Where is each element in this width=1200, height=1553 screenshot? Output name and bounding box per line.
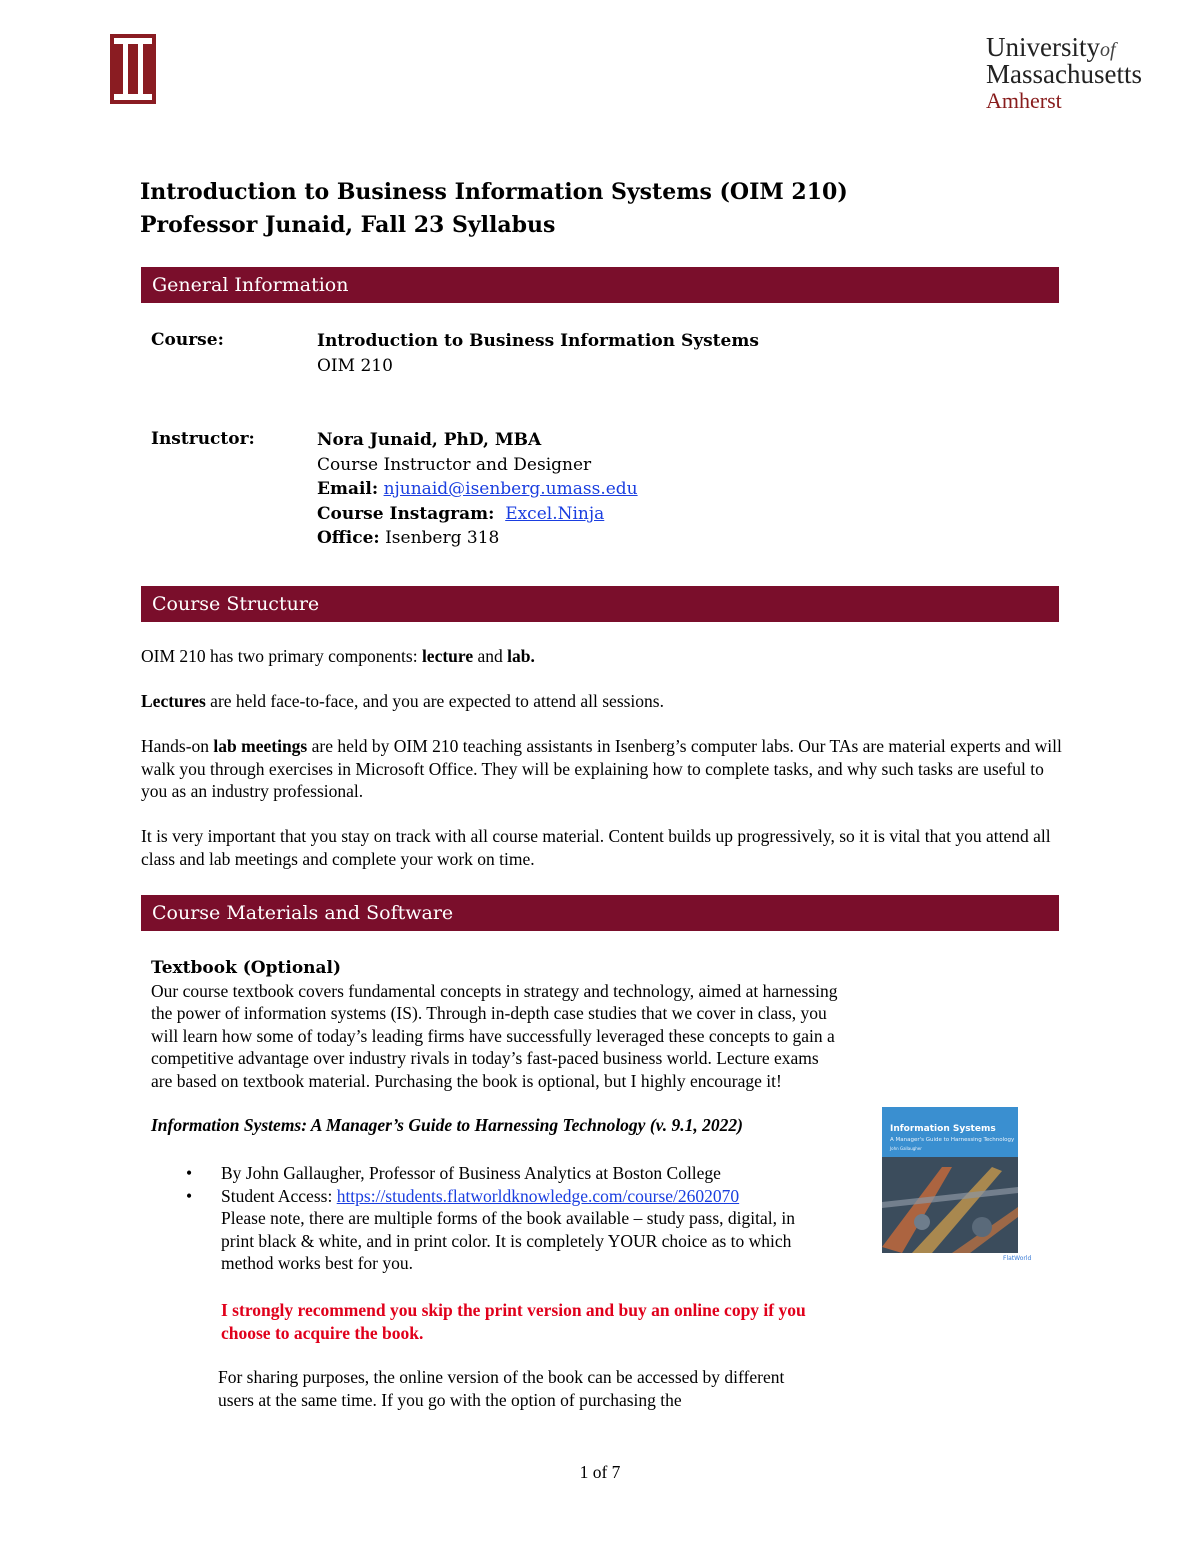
p2-text: are held face-to-face, and you are expected to attend all sessions.	[205, 691, 664, 711]
textbook-heading: Textbook (Optional)	[151, 958, 342, 978]
section-header-materials: Course Materials and Software	[141, 895, 1059, 931]
list-item	[186, 1162, 826, 1185]
p1-and: and	[473, 646, 508, 666]
wordmark-amherst: Amherst	[986, 88, 1062, 113]
access-label: Student Access:	[221, 1185, 337, 1206]
instagram-link[interactable]: Excel.Ninja	[505, 503, 605, 524]
section-header-structure: Course Structure	[141, 586, 1059, 622]
email-label: Email:	[317, 479, 379, 499]
structure-paragraph-1	[141, 645, 1066, 668]
office-label: Office:	[317, 528, 380, 548]
bullet-icon: •	[186, 1163, 193, 1183]
title-line-1: Introduction to Business Information Systems (OIM 210)	[140, 179, 848, 205]
p1-lecture: lecture	[421, 646, 474, 666]
umass-logo-icon	[110, 34, 156, 104]
instructor-role: Course Instructor and Designer	[317, 454, 592, 475]
recommendation-text: I strongly recommend you skip the print version and buy an online copy if you choose to acquire the book.	[221, 1300, 806, 1343]
title-line-2: Professor Junaid, Fall 23 Syllabus	[140, 212, 556, 238]
book-title: Information Systems: A Manager’s Guide to Harnessing Technology (v. 9.1, 2022)	[151, 1115, 743, 1135]
instagram-label: Course Instagram:	[317, 503, 495, 524]
wordmark-massachusetts: Massachusetts	[986, 59, 1142, 89]
section-header-general: General Information	[141, 267, 1059, 303]
course-label: Course:	[151, 330, 224, 350]
cover-author: John Gallaugher	[890, 1146, 922, 1151]
instructor-info	[317, 428, 638, 551]
student-access-link[interactable]: https://students.flatworldknowledge.com/course/2602070	[336, 1185, 740, 1206]
email-link[interactable]: njunaid@isenberg.umass.edu	[383, 479, 638, 499]
recommendation	[221, 1299, 841, 1344]
p2-lectures: Lectures	[141, 691, 206, 711]
course-code: OIM 210	[317, 355, 393, 376]
structure-paragraph-4: It is very important that you stay on track with all course material. Content builds up progressively, so it is vital that you attend all class and lab meetings and complete your work on time.	[141, 826, 1051, 869]
p3-text: are held by OIM 210 teaching assistants in Isenberg’s computer labs. Our TAs are material experts and will walk you through exercises in Microsoft Office. They will be explaining how to complete tasks, and why such tasks are useful to you as an industry professional.	[141, 736, 1062, 801]
p1-text: OIM 210 has two primary components:	[141, 646, 422, 666]
p3-text-pre: Hands-on	[141, 736, 214, 756]
bullet-icon: •	[186, 1185, 193, 1206]
cover-title: Information Systems	[890, 1124, 996, 1134]
course-name: Introduction to Business Information Systems	[317, 331, 759, 351]
access-note: Please note, there are multiple forms of the book available – study pass, digital, in print black & white, and in print color. It is completely YOUR choice as to which method works best for you.	[221, 1208, 795, 1273]
course-info	[317, 329, 759, 378]
list-item	[186, 1185, 826, 1275]
cover-subtitle: A Manager's Guide to Harnessing Technology	[890, 1137, 1015, 1143]
university-wordmark	[986, 34, 1142, 112]
wordmark-university: University	[986, 32, 1100, 62]
structure-paragraph-3	[141, 735, 1066, 803]
book-details-list	[186, 1162, 826, 1275]
textbook-description: Our course textbook covers fundamental concepts in strategy and technology, aimed at harnessing the power of information systems (IS). Through in-depth case studies that we cover in class, you will learn how some of today’s leading firms have successfully leveraged these concepts to gain a competitive advantage over industry rivals in today’s fast-paced business world. Lecture exams are based on textbook material. Purchasing the book is optional, but I highly encourage it!	[151, 980, 838, 1091]
author-text: By John Gallaugher, Professor of Business Analytics at Boston College	[221, 1163, 721, 1183]
office-value: Isenberg 318	[385, 528, 500, 548]
book-cover-image	[882, 1107, 1018, 1253]
textbook-block	[151, 957, 851, 1137]
instructor-label: Instructor:	[151, 429, 255, 449]
sharing-paragraph: For sharing purposes, the online version of the book can be accessed by different users at the same time. If you go with the option of purchasing the	[218, 1367, 785, 1410]
document-title	[140, 176, 848, 242]
p1-lab: lab.	[507, 646, 535, 666]
cover-publisher-logo: FlatWorld	[1003, 1255, 1032, 1262]
structure-paragraph-2	[141, 690, 1066, 713]
instructor-name: Nora Junaid, PhD, MBA	[317, 430, 542, 450]
wordmark-of: of	[1100, 39, 1116, 61]
page-number: 1 of 7	[579, 1462, 621, 1482]
p3-lab-meetings: lab meetings	[213, 736, 308, 756]
